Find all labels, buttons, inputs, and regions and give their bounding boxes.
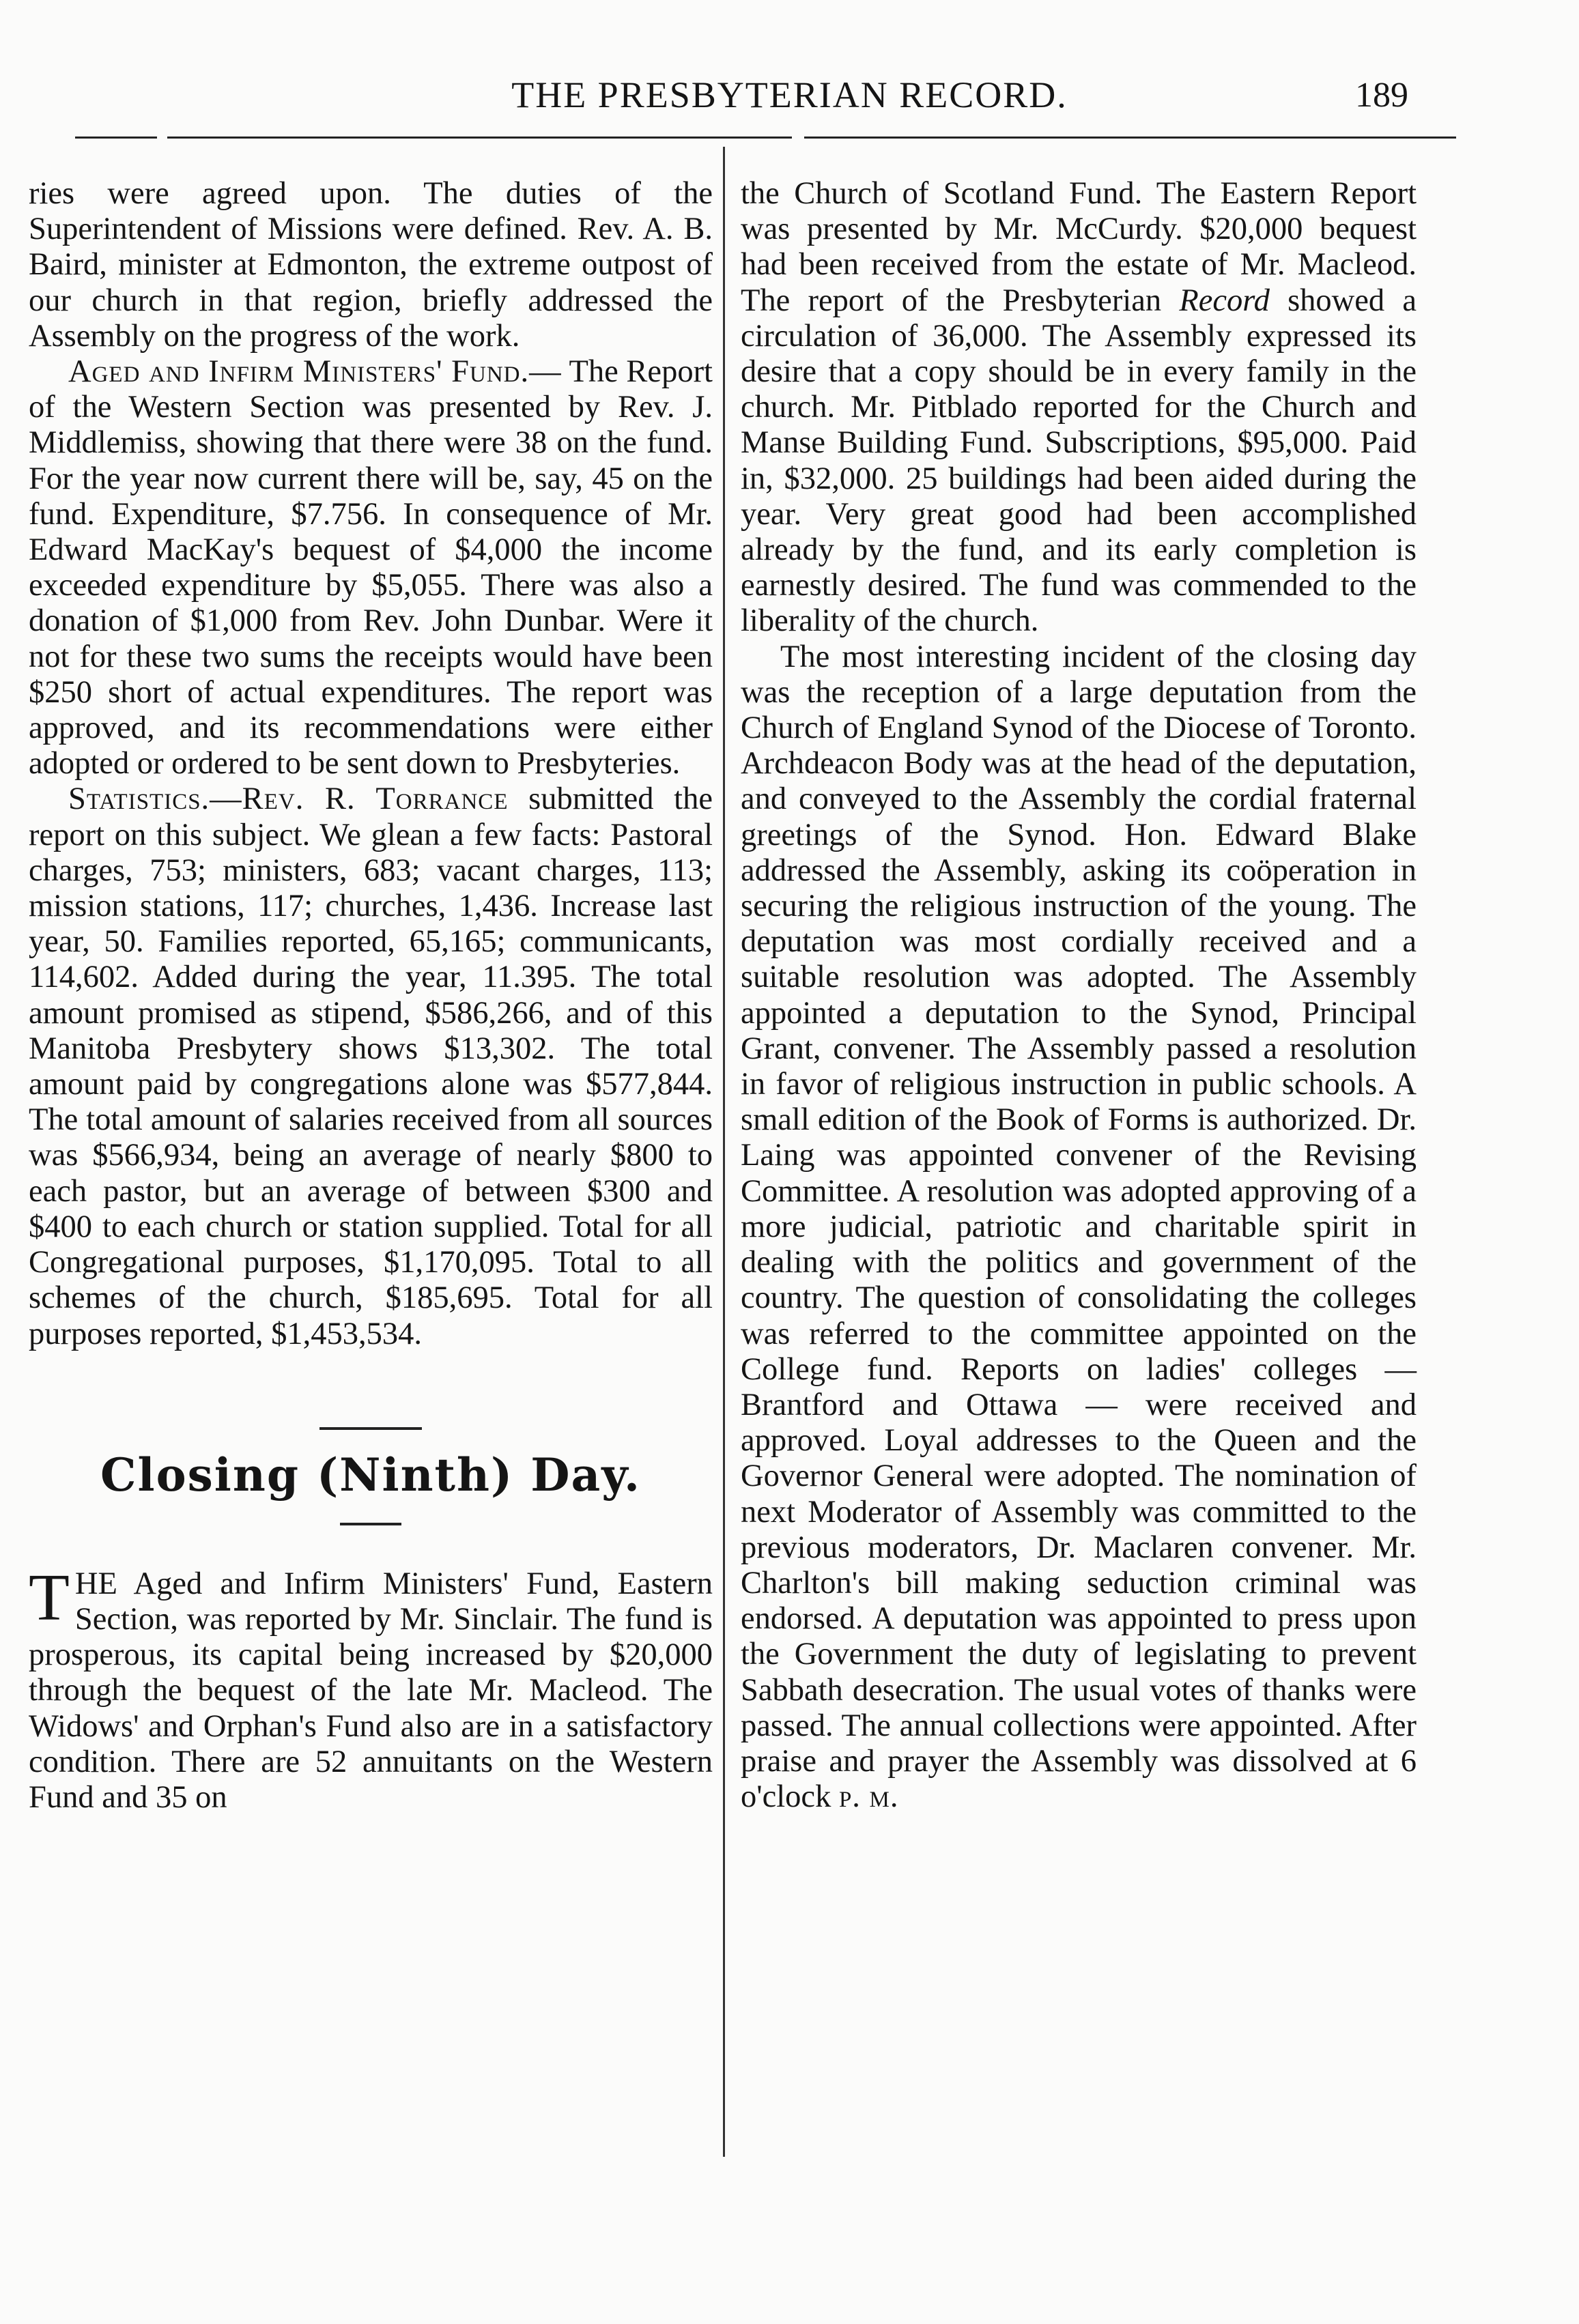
record-title-italic: Record <box>1179 283 1270 318</box>
scotland-fund-text-continued: showed a circulation of 36,000. The Assembly expressed its desire that a copy should be in every family in the church. Mr. Pitblado reported for the Church and Manse Building Fund. Subscriptions, $95,000. Paid in, $32,000. 25 buildings had been aided during the year. Very great good had been accomplished already by the fund, and its early completion is earnestly desired. The fund was commended to the liberality of the church. <box>741 283 1417 639</box>
paragraph-closing-day <box>29 1560 713 1816</box>
paragraph-statistics <box>29 781 713 1351</box>
header-rule-center <box>167 137 792 139</box>
section-title-closing-day: Closing (Ninth) Day. <box>100 1448 641 1502</box>
spacer <box>29 1525 713 1566</box>
statistics-text: submitted the report on this subject. We glean a few facts: Pastoral charges, 753; ministers, 683; vacant charges, 113; mission stations, 117; churches, 1,436. Increase last year, 50. Families reported, 65,165; communicants, 114,602. Added during the year, 11.395. The total amount promised as stipend, $586,266, and of this Manitoba Presbytery shows $13,302. The total amount paid by congregations alone was $577,844. The total amount of salaries received from all sources was $566,934, being an average of nearly $800 to each pastor, but an average of between $300 and $400 to each church or station supplied. Total for all Congregational purposes, $1,170,095. Total to all schemes of the church, $185,695. Total for all purposes reported, $1,453,534. <box>29 781 713 1351</box>
header-rule-left <box>75 137 157 139</box>
page-number: 189 <box>1355 76 1408 115</box>
spacer <box>29 1502 713 1523</box>
section-heading-aged-infirm-fund: Aged and Infirm Ministers' Fund.— <box>68 354 562 390</box>
left-column <box>29 176 713 1816</box>
drop-cap: T <box>29 1560 70 1635</box>
spacer <box>29 1430 713 1448</box>
closing-incident-text: The most interesting incident of the closing day was the reception of a large deputation from the Church of England Synod of the Diocese of Toronto. Archdeacon Body was at the head of the deputation, and conveyed to the Assembly the cordial fraternal greetings of the Synod. Hon. Edward Blake addressed the Assembly, asking its coöperation in securing the religious instruction of the young. The deputation was most cordially received and a suitable resolution was adopted. The Assembly appointed a deputation to the Synod, Principal Grant, convener. The Assembly passed a resolution in favor of religious instruction in public schools. A small edition of the Book of Forms is authorized. Dr. Laing was appointed convener of the Revising Committee. A resolution was adopted approving of a more judicial, patriotic and charitable spirit in dealing with the politics and government of the country. The question of consolidating the colleges was referred to the committee appointed on the College fund. Reports on ladies' colleges — Brantford and Ottawa — were received and approved. Loyal addresses to the Queen and the Governor General were adopted. The nomination of next Moderator of Assembly was committed to the previous moderators, Dr. Maclaren convener. Mr. Charlton's bill making seduction criminal was endorsed. A deputation was appointed to press upon the Government the duty of legislating to prevent Sabbath desecration. The usual votes of thanks were passed. The annual collections were appointed. After praise and prayer the Assembly was dissolved at 6 o'clock <box>741 639 1417 1815</box>
scotland-fund-text: the Church of Scotland Fund. The Eastern Report was presented by Mr. McCurdy. $20,000 bequest had been received from the estate of Mr. Macleod. The report of the Presbyterian <box>741 176 1417 318</box>
closing-day-text: HE Aged and Infirm Ministers' Fund, Eastern Section, was reported by Mr. Sinclair. The fund is prosperous, its capital being increased by $20,000 through the bequest of the late Mr. Macleod. The Widows' and Orphan's Fund also are in a satisfactory condition. There are 52 annuitants on the Western Fund and 35 on <box>29 1566 713 1815</box>
right-column <box>741 176 1417 1815</box>
paragraph-scotland-fund <box>741 176 1417 640</box>
section-heading-statistics: Statistics.—Rev. R. Torrance <box>68 781 509 817</box>
time-pm: p. m. <box>838 1779 899 1815</box>
spacer <box>29 1352 713 1427</box>
column-divider <box>723 147 725 2157</box>
paragraph-aged-infirm-fund <box>29 354 713 781</box>
fund-report-text: The Report of the Western Section was presented by Rev. J. Middlemiss, showing that there were 38 on the fund. For the year now current there will be, say, 45 on the fund. Expenditure, $7.756. In consequence of Mr. Edward MacKay's bequest of $4,000 the income exceeded expenditure by $5,055. There was also a donation of $1,000 from Rev. John Dunbar. Were it not for these two sums the receipts would have been $250 short of actual expenditures. The report was approved, and its recommendations were either adopted or ordered to be sent down to Presbyteries. <box>29 354 713 781</box>
paragraph-closing-incident <box>741 640 1417 1816</box>
header-rule-right <box>804 137 1456 139</box>
paragraph-missions: ries were agreed upon. The duties of the Superintendent of Missions were defined. Rev. A. B. Baird, minister at Edmonton, the extreme outpost of our church in that region, briefly addressed the Assembly on the progress of the work. <box>29 176 713 354</box>
running-header-title: THE PRESBYTERIAN RECORD. <box>511 74 1068 115</box>
